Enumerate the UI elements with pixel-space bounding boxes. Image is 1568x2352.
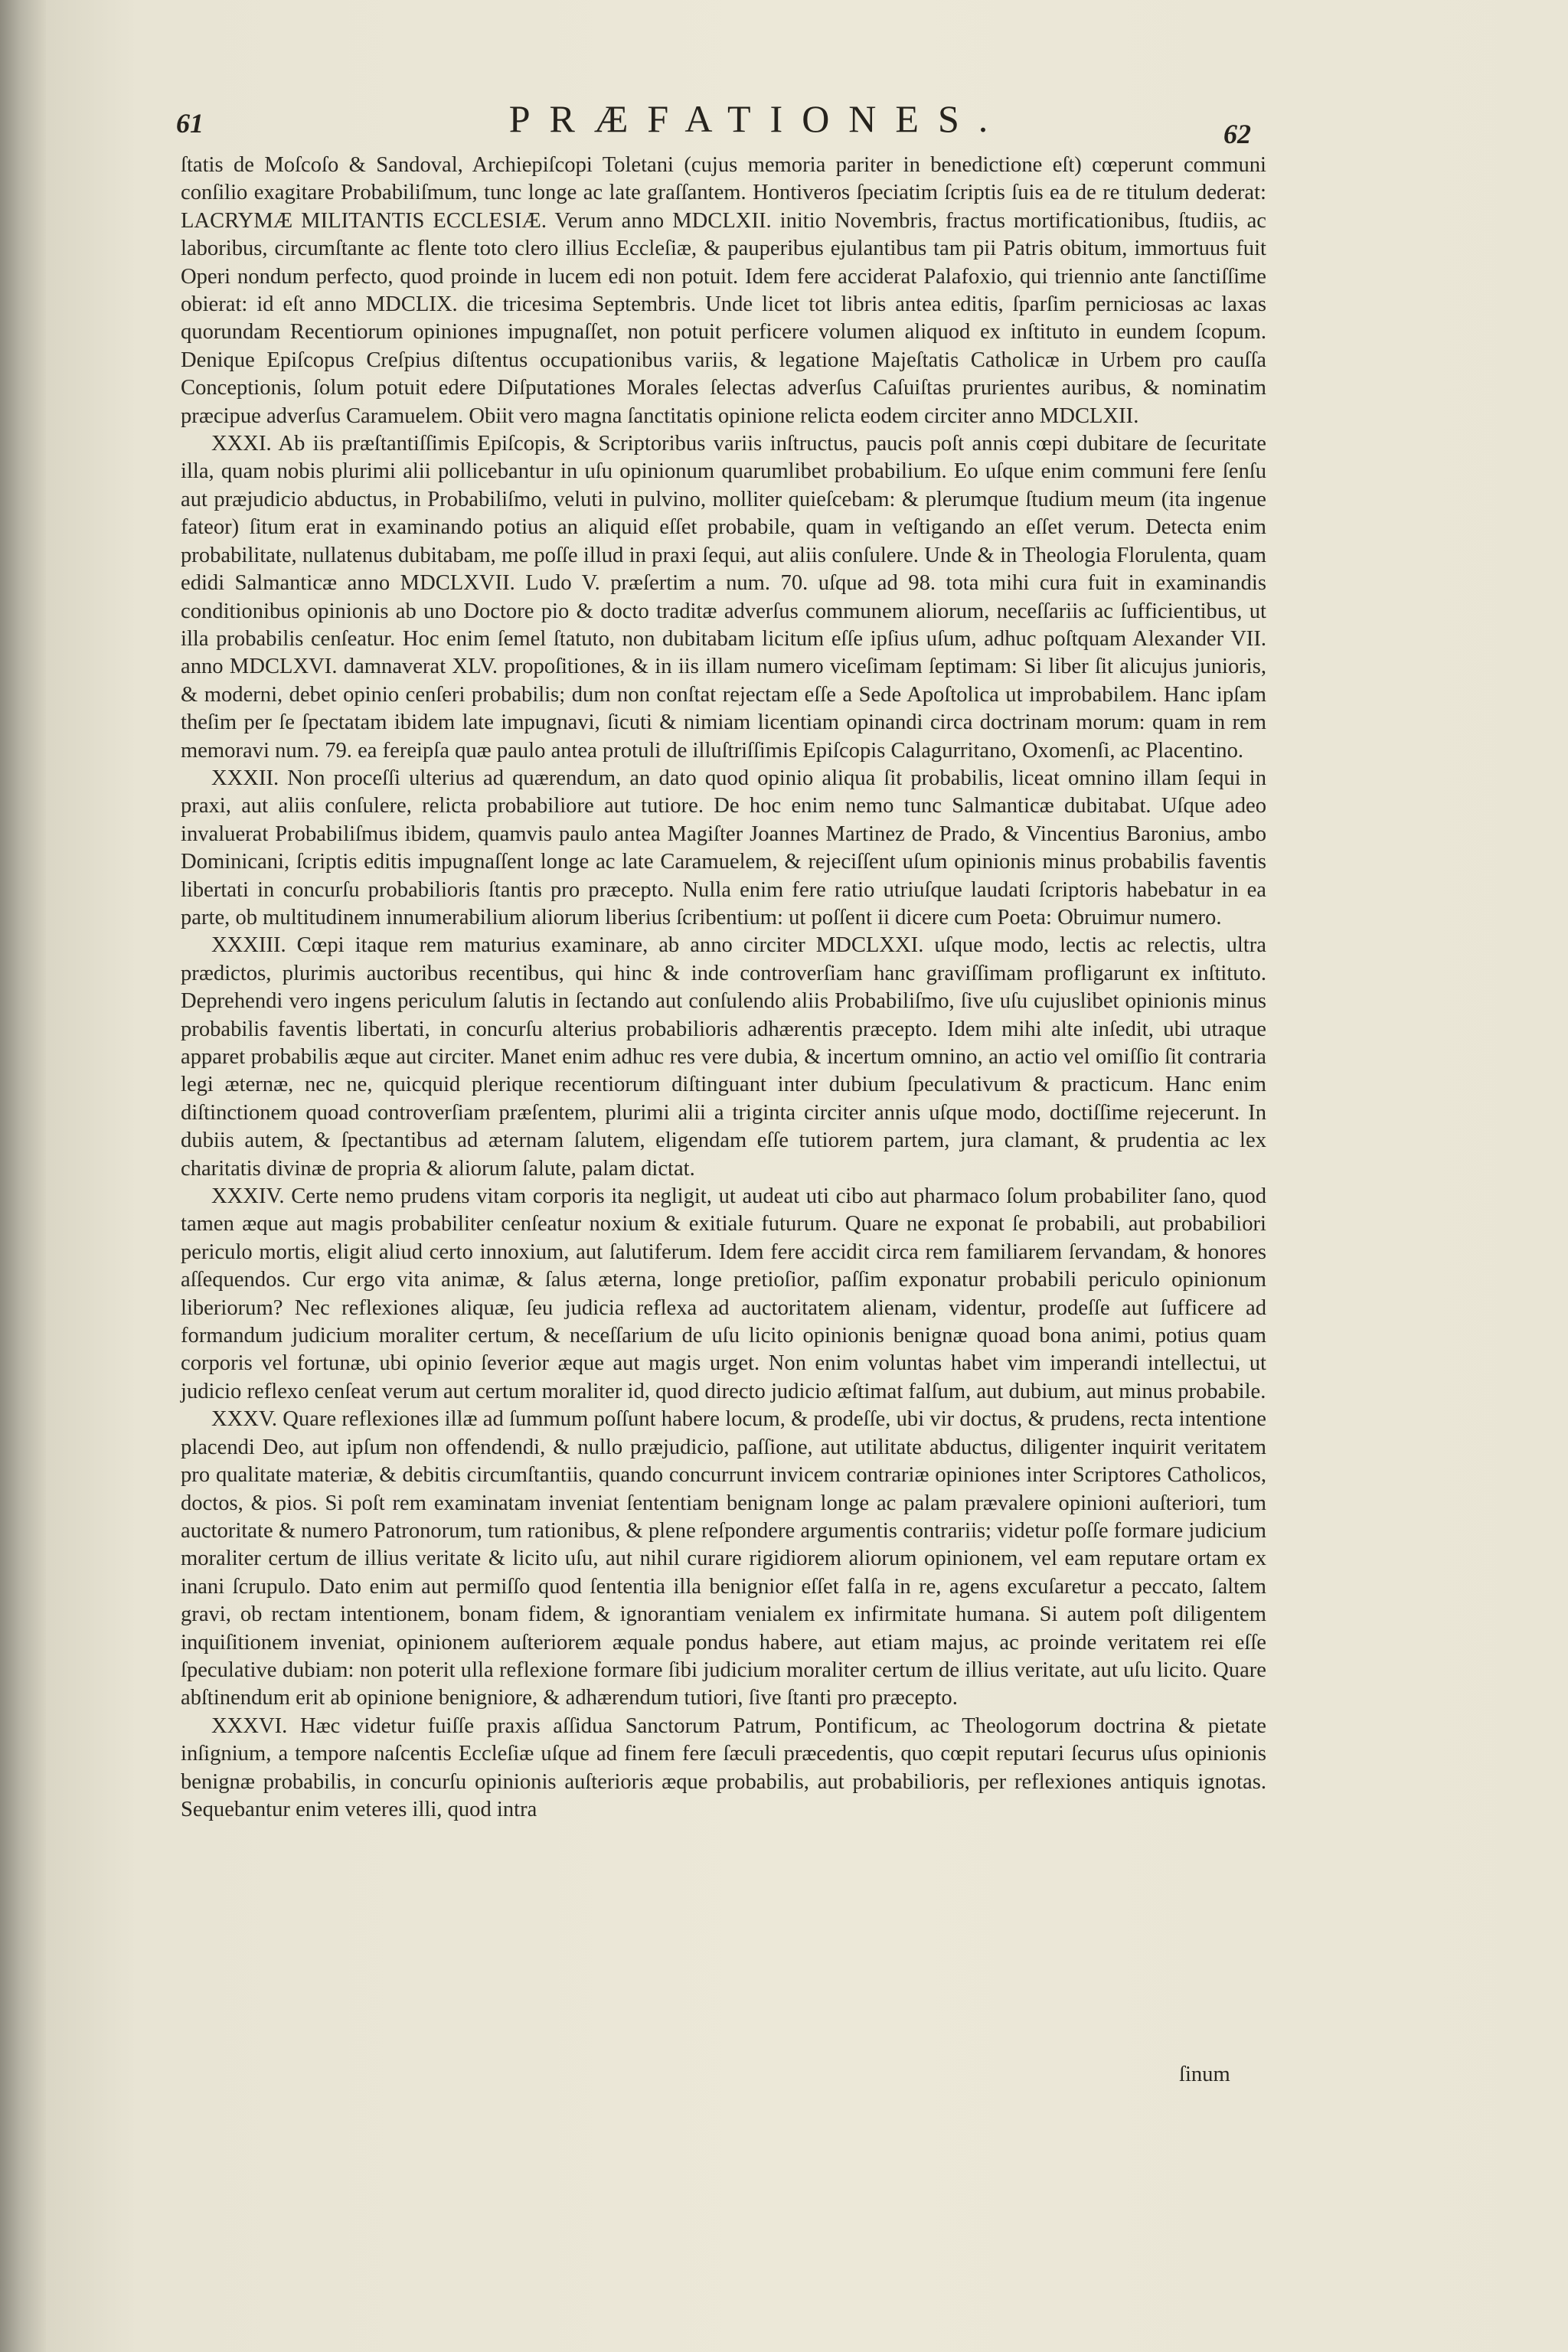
page-number-left: 61: [176, 108, 204, 139]
paragraph-xxxv: XXXV. Quare reflexiones illæ ad ſummum poſſunt habere locum, & prodeſſe, ubi vir doctus, & prudens, recta intentione placendi Deo, aut ipſum non offendendi, & nullo præjudicio, paſſione, aut utilitate abductus, diligenter inquirit veritatem pro qualitate materiæ, & debitis circumſtantiis, quando concurrunt invicem contrariæ opiniones inter Scriptores Catholicos, doctos, & pios. Si poſt rem examinatam inveniat ſententiam benignam longe ac palam prævalere opinioni auſteriori, tum auctoritate & numero Patronorum, tum rationibus, & plene reſpondere argumentis contrariis; videtur poſſe formare judicium moraliter certum de illius veritate & licito uſu, aut nihil curare rigidiorem aliorum opinionem, vel eam reputare ortam ex inani ſcrupulo. Dato enim aut permiſſo quod ſententia illa benignior eſſet falſa in re, agens excuſaretur a peccato, ſaltem gravi, ob rectam intentionem, bonam fidem, & ignorantiam venialem ex infirmitate humana. Si autem poſt diligentem inquiſitionem inveniat, opinionem auſteriorem æquale pondus habere, aut etiam majus, ac proinde veritatem rei eſſe ſpeculative dubiam: non poterit ulla reflexione formare ſibi judicium moraliter certum de illius veritate, aut uſu licito. Quare abſtinendum erit ab opinione benigniore, & adhærendum tutiori, ſive ſtanti pro præcepto.: [181, 1407, 1266, 1710]
body-text: [181, 152, 1266, 1824]
paragraph-continuation: ſtatis de Moſcoſo & Sandoval, Archiepiſcopi Toletani (cujus memoria pariter in benedictione eſt) cœperunt communi conſilio exagitare Probabiliſmum, tunc longe ac late graſſantem. Hontiveros ſpeciatim ſcriptis ſuis ea de re titulum dederat: LACRYMÆ MILITANTIS ECCLESIÆ. Verum anno MDCLXII. initio Novembris, fractus mortificationibus, ſtudiis, ac laboribus, circumſtante ac flente toto clero illius Eccleſiæ, & pauperibus ejulantibus tam pii Patris obitum, immortuus fuit Operi nondum perfecto, quod proinde in lucem edi non potuit. Idem fere acciderat Palafoxio, qui triennio ante ſanctiſſime obierat: id eſt anno MDCLIX. die tricesima Septembris. Unde licet tot libris antea editis, ſparſim perniciosas ac laxas quorundam Recentiorum opiniones impugnaſſet, non potuit perficere volumen aliquod ex inſtituto in eundem ſcopum. Denique Epiſcopus Creſpius diſtentus occupationibus variis, & legatione Majeſtatis Catholicæ in Urbem pro cauſſa Conceptionis, ſolum potuit edere Diſputationes Morales ſelectas adverſus Caſuiſtas prurientes auribus, & nominatim præcipue adverſus Caramuelem. Obiit vero magna ſanctitatis opinione relicta eodem circiter anno MDCLXII.: [181, 153, 1266, 428]
paragraph-xxxiii: XXXIII. Cœpi itaque rem maturius examinare, ab anno circiter MDCLXXI. uſque modo, lectis ac relectis, ultra prædictos, plurimis auctoribus recentibus, qui hinc & inde controverſiam hanc graviſſimam profligarunt ex inſtituto. Deprehendi vero ingens periculum ſalutis in ſectando aut conſulendo aliis Probabiliſmo, ſive uſu cujuslibet opinionis minus probabilis faventis libertati, in concurſu alterius probabilioris adhærentis præcepto. Idem mihi alte inſedit, ubi utraque apparet probabilis æque aut circiter. Manet enim adhuc res vere dubia, & incertum omnino, an actio vel omiſſio ſit contraria legi æternæ, nec ne, quicquid plerique recentiorum diſtinguant inter dubium ſpeculativum & practicum. Hanc enim diſtinctionem quoad controverſiam præſentem, plurimi alii a triginta circiter annis uſque modo, doctiſſime rejecerunt. In dubiis autem, & ſpectantibus ad æternam ſalutem, eligendam eſſe tutiorem partem, jura clamant, & prudentia ac lex charitatis divinæ de propria & aliorum ſalute, palam dictat.: [181, 933, 1266, 1181]
paragraph-xxxi: XXXI. Ab iis præſtantiſſimis Epiſcopis, & Scriptoribus variis inſtructus, paucis poſt annis cœpi dubitare de ſecuritate illa, quam nobis plurimi alii pollicebantur in uſu opinionum quarumlibet probabilium. Eo uſque enim communi fere ſenſu aut præjudicio abductus, in Probabiliſmo, veluti in pulvino, molliter quieſcebam: & plerumque ſtudium meum (ita ingenue fateor) ſitum erat in examinando potius an aliquid eſſet probabile, quam in veſtigando an eſſet verum. Detecta enim probabilitate, nullatenus dubitabam, me poſſe illud in praxi ſequi, aut aliis conſulere. Unde & in Theologia Florulenta, quam edidi Salmanticæ anno MDCLXVII. Ludo V. præſertim a num. 70. uſque ad 98. tota mihi cura fuit in examinandis conditionibus opinionis ab uno Doctore pio & docto traditæ adverſus communem aliorum, neceſſariis ac ſufficientibus, ut illa probabilis cenſeatur. Hoc enim ſemel ſtatuto, non dubitabam licitum eſſe ipſius uſum, adhuc poſtquam Alexander VII. anno MDCLXVI. damnaverat XLV. propoſitiones, & in iis illam numero viceſimam ſeptimam: Si liber ſit alicujus junioris, & moderni, debet opinio cenſeri probabilis; dum non conſtat rejectam eſſe a Sede Apoſtolica ut improbabilem. Hanc ipſam theſim per ſe ſpectatam ibidem late impugnavi, ſicuti & nimiam licentiam opinandi circa doctrinam morum: quam in rem memoravi num. 79. ea fereipſa quæ paulo antea protuli de illuſtriſſimis Epiſcopis Calagurritano, Oxomenſi, ac Placentino.: [181, 432, 1266, 763]
catchword: ſinum: [1179, 2063, 1230, 2086]
paragraph-xxxiv: XXXIV. Certe nemo prudens vitam corporis ita negligit, ut audeat uti cibo aut pharmaco ſolum probabiliter ſano, quod tamen æque aut magis probabiliter cenſeatur noxium & exitiale futurum. Quare ne exponat ſe probabili, aut probabiliori periculo mortis, eligit aliud certo innoxium, aut ſalutiferum. Idem fere accidit circa rem familiarem ſervandam, & honores aſſequendos. Cur ergo vita animæ, & ſalus æterna, longe pretioſior, paſſim exponatur probabili periculo opinionum liberiorum? Nec reflexiones aliquæ, ſeu judicia reflexa ad auctoritatem alienam, videntur, prodeſſe aut ſufficere ad formandum judicium moraliter certum, & neceſſarium de uſu licito opinionis benignæ quoad bona animi, potius quam corporis vel fortunæ, ubi opinio ſeverior æque aut magis urget. Non enim voluntas habet vim imperandi intellectui, ut judicio reflexo cenſeat verum aut certum moraliter id, quod directo judicio æſtimat falſum, aut dubium, aut minus probabile.: [181, 1184, 1266, 1403]
page-number-right: 62: [1223, 119, 1251, 149]
paragraph-xxxii: XXXII. Non proceſſi ulterius ad quærendum, an dato quod opinio aliqua ſit probabilis, liceat omnino illam ſequi in praxi, aut aliis conſulere, relicta probabiliore aut tutiore. De hoc enim nemo tunc Salmanticæ dubitabat. Uſque adeo invaluerat Probabiliſmus ibidem, quamvis paulo antea Magiſter Joannes Martinez de Prado, & Vincentius Baronius, ambo Dominicani, ſcriptis editis impugnaſſent longe ac late Caramuelem, & rejeciſſent uſum opinionis minus probabilis faventis libertati in concurſu probabilioris ſtantis pro præcepto. Nulla enim fere ratio utriuſque laudati ſcriptoris habebatur in ea parte, ob multitudinem innumerabilium aliorum liberius ſcribentium: ut poſſent ii dicere cum Poeta: Obruimur numero.: [181, 766, 1266, 929]
paragraph-xxxvi: XXXVI. Hæc videtur fuiſſe praxis aſſidua Sanctorum Patrum, Pontificum, ac Theologorum doctrina & pietate inſignium, a tempore naſcentis Eccleſiæ uſque ad finem fere ſæculi præcedentis, quo cœpit reputari ſecurus uſus opinionis benignæ probabilis, in concurſu opinionis auſterioris æque probabilis, aut probabilioris, per reflexiones antiquis ignotas. Sequebantur enim veteres illi, quod intra: [181, 1713, 1266, 1821]
running-head-title: PRÆFATIONES.: [508, 97, 1008, 140]
book-gutter: [0, 0, 46, 2352]
